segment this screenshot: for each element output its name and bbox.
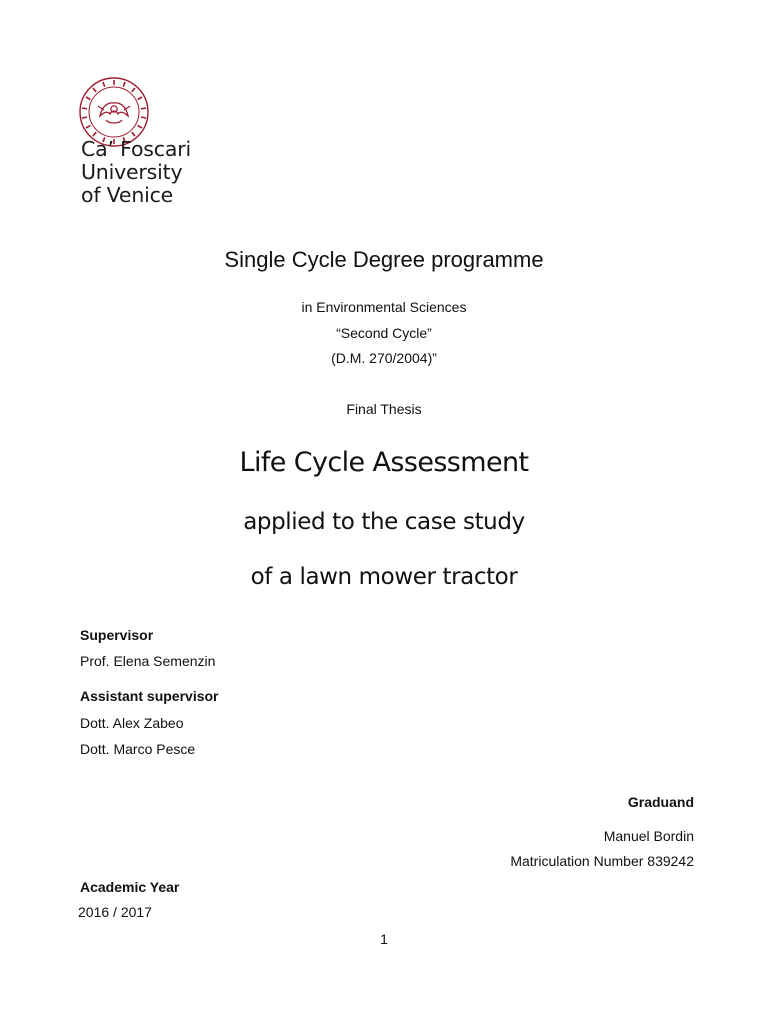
logo-name-line2: University — [81, 160, 183, 184]
supervisor-name: Prof. Elena Semenzin — [80, 653, 216, 669]
thesis-title: Life Cycle Assessment — [239, 447, 529, 478]
academic-year-label: Academic Year — [80, 879, 180, 895]
assistant-supervisor-name-1: Dott. Alex Zabeo — [80, 715, 184, 731]
assistant-supervisor-name-2: Dott. Marco Pesce — [80, 741, 196, 757]
logo-name-line3: of Venice — [81, 183, 174, 207]
graduand-matriculation: Matriculation Number 839242 — [510, 853, 694, 869]
academic-year-value: 2016 / 2017 — [78, 904, 152, 920]
graduand-name: Manuel Bordin — [603, 828, 694, 844]
programme-decree: (D.M. 270/2004)” — [331, 350, 437, 366]
programme-field: in Environmental Sciences — [301, 299, 467, 315]
assistant-supervisor-label: Assistant supervisor — [80, 688, 219, 704]
thesis-subtitle-line2: of a lawn mower tractor — [250, 564, 518, 590]
page-number: 1 — [380, 931, 388, 947]
programme-title: Single Cycle Degree programme — [224, 247, 544, 272]
thesis-type: Final Thesis — [346, 401, 422, 417]
supervisor-label: Supervisor — [80, 627, 154, 643]
programme-cycle: “Second Cycle” — [336, 325, 432, 341]
logo-name-line1: Ca’ Foscari — [81, 137, 191, 161]
graduand-label: Graduand — [627, 794, 694, 810]
thesis-subtitle-line1: applied to the case study — [243, 509, 525, 535]
